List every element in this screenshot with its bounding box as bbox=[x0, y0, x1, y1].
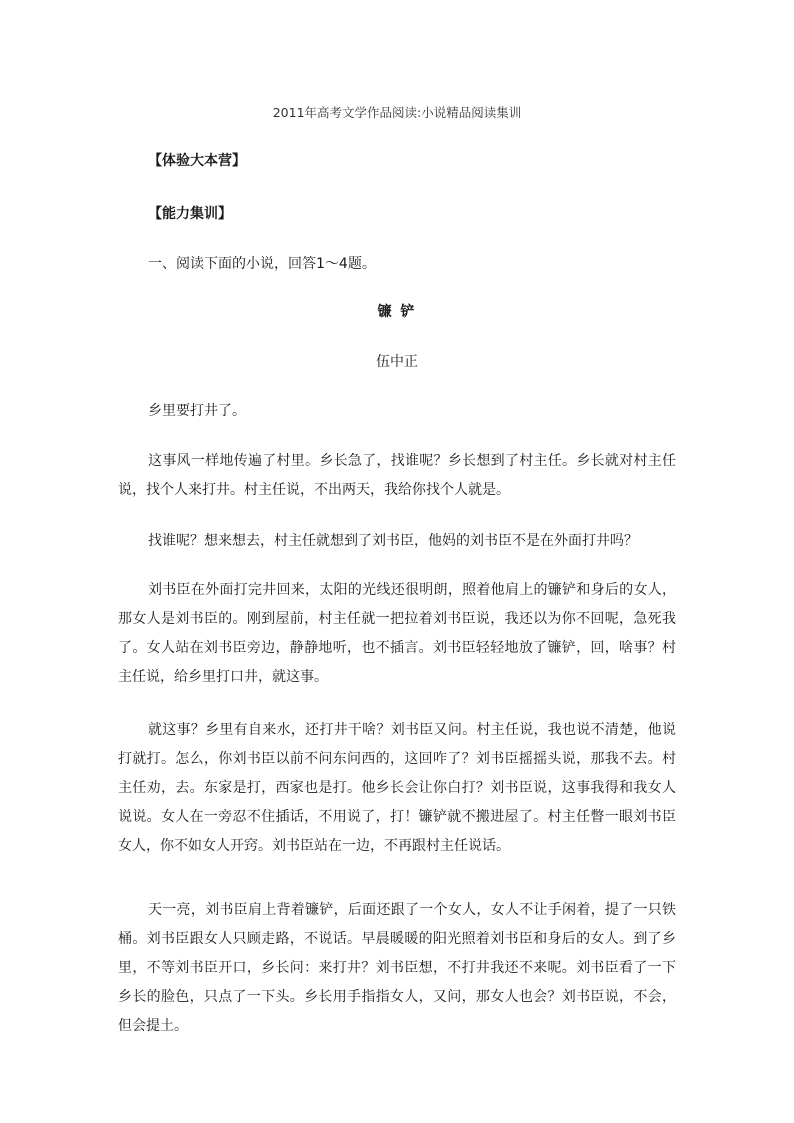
story-title: 镰 铲 bbox=[377, 304, 417, 320]
instruction-text: 一、阅读下面的小说，回答1～4题。 bbox=[148, 256, 376, 272]
story-author: 伍中正 bbox=[376, 354, 418, 370]
paragraph-5: 就这事？乡里有自来水，还打井干啥？刘书臣又问。村主任说，我也说不清楚，他说打就打。怎么，你刘书臣以前不问东问西的，这回咋了？刘书臣摇摇头说，那我不去。村主任劝，去。东家是打，西家也是打。他乡长会让你白打？刘书臣说，这事我得和我女人说说。女人在一旁忍不住插话，不用说了，打！镰铲就不搬进屋了。村主任瞥一眼刘书臣女人，你不如女人开窍。刘书臣站在一边，不再跟村主任说话。 bbox=[118, 722, 676, 854]
paragraph-1: 乡里要打井了。 bbox=[148, 403, 246, 419]
paragraph-6: 天一亮，刘书臣肩上背着镰铲，后面还跟了一个女人，女人不让手闲着，提了一只铁桶。刘书臣跟女人只顾走路，不说话。早晨暖暖的阳光照着刘书臣和身后的女人。到了乡里，不等刘书臣开口，乡长问：来打井？刘书臣想，不打井我还不来呢。刘书臣看了一下乡长的脸色，只点了一下头。乡长用手指指女人，又问，那女人也会？刘书臣说，不会，但会提土。 bbox=[118, 902, 676, 1034]
section-heading-ability: 【能力集训】 bbox=[148, 206, 232, 222]
section-heading-experience: 【体验大本营】 bbox=[148, 153, 246, 169]
paragraph-4: 刘书臣在外面打完井回来，太阳的光线还很明朗，照着他肩上的镰铲和身后的女人，那女人是刘书臣的。刚到屋前，村主任就一把拉着刘书臣说，我还以为你不回呢，急死我了。女人站在刘书臣旁边，静静地听，也不插言。刘书臣轻轻地放了镰铲，回，啥事？村主任说，给乡里打口井，就这事。 bbox=[118, 582, 676, 685]
paragraph-2: 这事风一样地传遍了村里。乡长急了，找谁呢？乡长想到了村主任。乡长就对村主任说，找个人来打井。村主任说，不出两天，我给你找个人就是。 bbox=[118, 453, 676, 498]
paragraph-3: 找谁呢？想来想去，村主任就想到了刘书臣，他妈的刘书臣不是在外面打井吗？ bbox=[148, 533, 638, 549]
document-title: 2011年高考文学作品阅读:小说精品阅读集训 bbox=[272, 105, 522, 120]
